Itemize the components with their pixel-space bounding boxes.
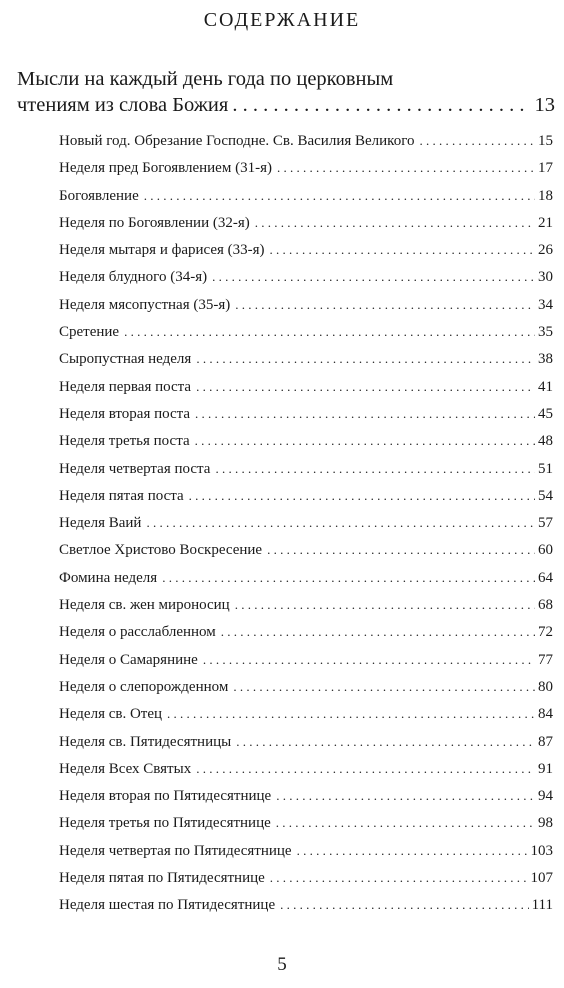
toc-entry-label: Неделя шестая по Пятидесятнице bbox=[59, 897, 276, 914]
toc-entry-label: Светлое Христово Воскресение bbox=[59, 542, 263, 559]
toc-entry[interactable] bbox=[59, 755, 553, 782]
toc-entry-page: 17 bbox=[538, 160, 553, 177]
toc-entry-label: Неделя о слепорожденном bbox=[59, 678, 229, 695]
dot-leader bbox=[235, 291, 535, 318]
dot-leader bbox=[215, 455, 535, 482]
toc-entry-label: Неделя св. Пятидесятницы bbox=[59, 733, 232, 750]
toc-entry-page: 51 bbox=[538, 460, 553, 477]
toc-entry[interactable] bbox=[59, 509, 553, 536]
toc-entry[interactable] bbox=[59, 127, 553, 154]
toc-entry[interactable] bbox=[59, 564, 553, 591]
dot-leader bbox=[162, 564, 535, 591]
dot-leader bbox=[189, 482, 535, 509]
toc-entry-label: Неделя св. жен мироносиц bbox=[59, 597, 230, 614]
toc-entry-label: Неделя вторая по Пятидесятнице bbox=[59, 788, 272, 805]
section-title-line1: Мысли на каждый день года по церковным bbox=[17, 68, 394, 90]
dot-leader bbox=[195, 400, 535, 427]
toc-entry[interactable] bbox=[59, 891, 553, 918]
toc-entry-page: 18 bbox=[538, 187, 553, 204]
toc-entry[interactable] bbox=[59, 427, 553, 454]
dot-leader bbox=[167, 700, 535, 727]
toc-entry-page: 64 bbox=[538, 569, 553, 586]
toc-entry-page: 80 bbox=[538, 678, 553, 695]
toc-entry[interactable] bbox=[59, 182, 553, 209]
toc-entry-label: Фомина неделя bbox=[59, 569, 158, 586]
toc-entry-page: 38 bbox=[538, 351, 553, 368]
toc-entry-label: Неделя св. Отец bbox=[59, 706, 163, 723]
toc-entry-page: 30 bbox=[538, 269, 553, 286]
dot-leader bbox=[195, 427, 535, 454]
dot-leader bbox=[144, 182, 535, 209]
toc-entry[interactable] bbox=[59, 154, 553, 181]
toc-list bbox=[59, 127, 553, 919]
dot-leader bbox=[276, 809, 535, 836]
toc-entry-label: Сыропустная неделя bbox=[59, 351, 192, 368]
dot-leader bbox=[255, 209, 535, 236]
dot-leader bbox=[235, 591, 535, 618]
toc-entry-page: 48 bbox=[538, 433, 553, 450]
toc-entry-page: 34 bbox=[538, 296, 553, 313]
toc-entry-label: Неделя первая поста bbox=[59, 378, 192, 395]
toc-entry[interactable] bbox=[59, 646, 553, 673]
page-number: 5 bbox=[277, 954, 287, 975]
toc-entry-page: 15 bbox=[538, 133, 553, 149]
toc-entry[interactable] bbox=[59, 209, 553, 236]
dot-leader bbox=[124, 318, 535, 345]
toc-entry-page: 68 bbox=[538, 597, 553, 614]
toc-entry[interactable] bbox=[59, 236, 553, 263]
toc-entry-page: 41 bbox=[538, 378, 553, 395]
toc-entry-page: 111 bbox=[531, 897, 553, 914]
toc-entry-page: 45 bbox=[538, 405, 553, 422]
toc-entry[interactable] bbox=[59, 373, 553, 400]
toc-entry[interactable] bbox=[59, 455, 553, 482]
page-title: СОДЕРЖАНИЕ bbox=[203, 9, 361, 31]
toc-entry[interactable] bbox=[59, 263, 553, 290]
toc-entry-label: Неделя четвертая поста bbox=[59, 460, 211, 477]
toc-entry-label: Неделя пятая поста bbox=[59, 487, 184, 504]
toc-entry-label: Неделя третья по Пятидесятнице bbox=[59, 815, 271, 832]
toc-entry-page: 84 bbox=[538, 706, 553, 723]
toc-entry-label: Богоявление bbox=[59, 187, 139, 204]
dot-leader bbox=[196, 345, 535, 372]
dot-leader bbox=[196, 755, 535, 782]
toc-entry-label: Неделя о расслабленном bbox=[59, 624, 216, 641]
toc-entry[interactable] bbox=[59, 400, 553, 427]
toc-entry[interactable] bbox=[59, 809, 553, 836]
toc-entry[interactable] bbox=[59, 837, 553, 864]
section-title-line2-row bbox=[17, 92, 555, 118]
toc-entry-label: Новый год. Обрезание Господне. Св. Василия Великого bbox=[59, 133, 415, 149]
toc-entry-page: 54 bbox=[538, 487, 553, 504]
dot-leader bbox=[297, 837, 528, 864]
toc-entry-label: Неделя пред Богоявлением (31-я) bbox=[59, 160, 272, 177]
toc-section[interactable] bbox=[17, 66, 555, 118]
toc-entry[interactable] bbox=[59, 673, 553, 700]
toc-entry-page: 103 bbox=[530, 842, 553, 859]
toc-entry-page: 77 bbox=[538, 651, 553, 668]
toc-entry[interactable] bbox=[59, 728, 553, 755]
toc-entry[interactable] bbox=[59, 591, 553, 618]
dot-leader bbox=[270, 236, 535, 263]
toc-entry[interactable] bbox=[59, 536, 553, 563]
toc-entry-page: 26 bbox=[538, 242, 553, 259]
toc-entry-label: Неделя блудного (34-я) bbox=[59, 269, 208, 286]
section-page-number: 13 bbox=[534, 94, 555, 116]
toc-entry-label: Неделя по Богоявлении (32-я) bbox=[59, 214, 250, 231]
toc-entry[interactable] bbox=[59, 782, 553, 809]
toc-entry-page: 21 bbox=[538, 214, 553, 231]
toc-entry-page: 60 bbox=[538, 542, 553, 559]
toc-entry-label: Неделя Ваий bbox=[59, 515, 142, 532]
dot-leader bbox=[280, 891, 529, 918]
toc-entry-label: Неделя пятая по Пятидесятнице bbox=[59, 870, 265, 887]
toc-entry[interactable] bbox=[59, 618, 553, 645]
toc-entry[interactable] bbox=[59, 291, 553, 318]
toc-entry[interactable] bbox=[59, 700, 553, 727]
toc-entry-label: Неделя четвертая по Пятидесятнице bbox=[59, 842, 292, 859]
dot-leader bbox=[270, 864, 528, 891]
dot-leader bbox=[232, 92, 530, 118]
toc-entry-label: Сретение bbox=[59, 324, 120, 341]
toc-entry-label: Неделя третья поста bbox=[59, 433, 190, 450]
toc-entry-page: 57 bbox=[538, 515, 553, 532]
toc-entry-label: Неделя мытаря и фарисея (33-я) bbox=[59, 242, 265, 259]
toc-entry-label: Неделя Всех Святых bbox=[59, 760, 192, 777]
toc-entry[interactable] bbox=[59, 318, 553, 345]
toc-entry-page: 98 bbox=[538, 815, 553, 832]
toc-entry-page: 87 bbox=[538, 733, 553, 750]
toc-entry-page: 91 bbox=[538, 760, 553, 777]
section-title-line2: чтениям из слова Божия bbox=[17, 94, 229, 116]
dot-leader bbox=[146, 509, 535, 536]
toc-entry-page: 94 bbox=[538, 788, 553, 805]
toc-entry[interactable] bbox=[59, 345, 553, 372]
dot-leader bbox=[196, 373, 535, 400]
toc-entry[interactable] bbox=[59, 864, 553, 891]
dot-leader bbox=[277, 154, 535, 181]
toc-entry-label: Неделя вторая поста bbox=[59, 405, 191, 422]
toc-entry-label: Неделя о Самарянине bbox=[59, 651, 198, 668]
dot-leader bbox=[267, 536, 535, 563]
toc-entry-label: Неделя мясопустная (35-я) bbox=[59, 296, 231, 313]
dot-leader bbox=[221, 618, 535, 645]
dot-leader bbox=[212, 263, 535, 290]
dot-leader bbox=[276, 782, 535, 809]
dot-leader bbox=[236, 728, 535, 755]
dot-leader bbox=[203, 646, 535, 673]
toc-entry[interactable] bbox=[59, 482, 553, 509]
toc-entry-page: 107 bbox=[530, 870, 553, 887]
toc-entry-page: 72 bbox=[538, 624, 553, 641]
dot-leader bbox=[419, 127, 535, 154]
dot-leader bbox=[233, 673, 535, 700]
toc-entry-page: 35 bbox=[538, 324, 553, 341]
